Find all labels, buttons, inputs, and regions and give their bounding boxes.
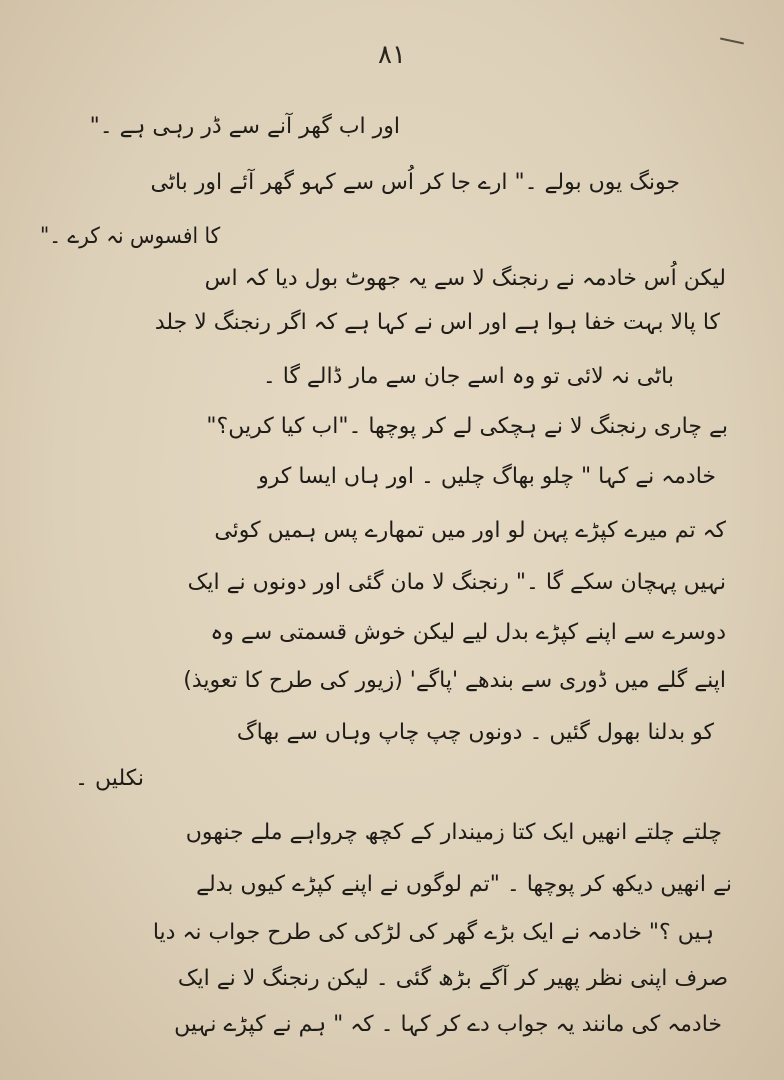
page-number: ۸۱	[378, 40, 406, 70]
text-line: دوسرے سے اپنے کپڑے بدل لیے لیکن خوش قسمتی سے وہ	[210, 620, 726, 645]
text-line: صرف اپنی نظر پھیر کر آگے بڑھ گئی ۔ لیکن رنجنگ لا نے ایک	[177, 966, 728, 991]
text-line: بے چاری رنجنگ لا نے ہچکی لے کر پوچھا ۔"اب کیا کریں؟"	[206, 414, 728, 439]
text-line: اپنے گلے میں ڈوری سے بندھے 'پاگے' (زیور کی طرح کا تعویذ)	[183, 668, 726, 693]
text-line: نہیں پہچان سکے گا ۔" رنجنگ لا مان گئی اور دونوں نے ایک	[187, 570, 726, 595]
text-line: باٹی نہ لائی تو وہ اسے جان سے مار ڈالے گا ۔	[262, 364, 674, 389]
text-line: خادمہ نے کہا " چلو بھاگ چلیں ۔ اور ہاں ایسا کرو	[258, 464, 716, 489]
text-line: ہیں ؟" خادمہ نے ایک بڑے گھر کی لڑکی کی طرح جواب نہ دیا	[152, 920, 714, 945]
text-line: کو بدلنا بھول گئیں ۔ دونوں چپ چاپ وہاں سے بھاگ	[236, 720, 714, 745]
text-line: کہ تم میرے کپڑے پہن لو اور میں تمھارے پس ہمیں کوئی	[214, 518, 726, 543]
text-line: اور اب گھر آنے سے ڈر رہی ہے ۔"	[89, 114, 400, 139]
text-line: کا پالا بہت خفا ہوا ہے اور اس نے کہا ہے کہ اگر رنجنگ لا جلد	[154, 310, 720, 335]
text-line: چلتے چلتے انھیں ایک کتا زمیندار کے کچھ چرواہے ملے جنھوں	[185, 820, 722, 845]
text-line: لیکن اُس خادمہ نے رنجنگ لا سے یہ جھوٹ بول دیا کہ اس	[204, 266, 726, 291]
text-line: خادمہ کی مانند یہ جواب دے کر کہا ۔ کہ " ہم نے کپڑے نہیں	[174, 1012, 722, 1037]
text-line: نکلیں ۔	[75, 766, 144, 791]
text-line: جونگ یوں بولے ۔" ارے جا کر اُس سے کہو گھر آئے اور باٹی	[150, 170, 680, 195]
text-line: کا افسوس نہ کرے ۔"	[39, 224, 220, 249]
text-line: نے انھیں دیکھ کر پوچھا ۔ "تم لوگوں نے اپنے کپڑے کیوں بدلے	[196, 872, 732, 897]
